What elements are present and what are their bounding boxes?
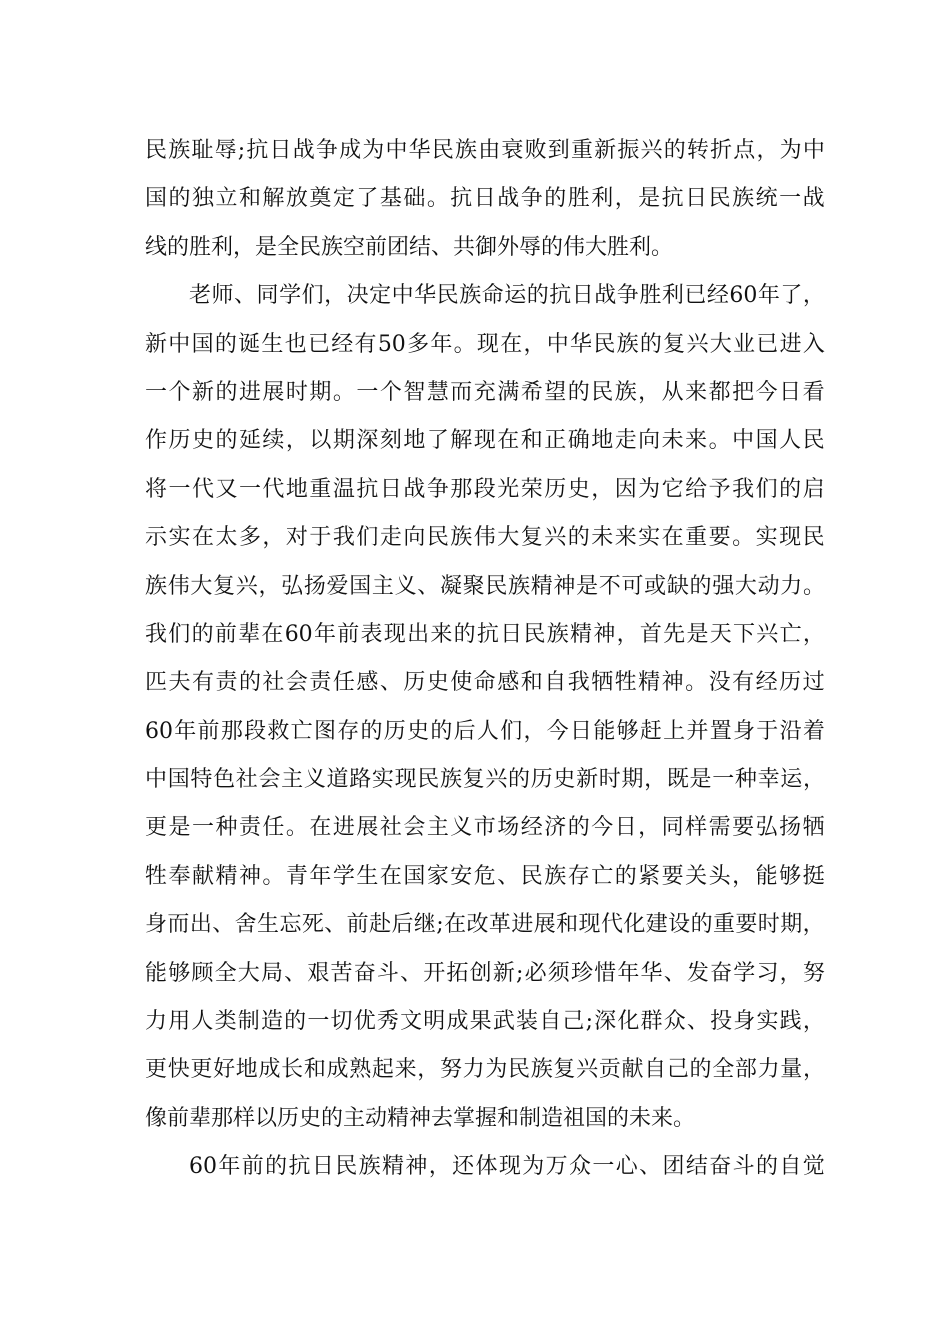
text-line: 将 一 代 又 一 代 地 重 温 抗 日 战 争 那 段 光 荣 历 史 ， 因 为 它 给 予 我 们 的 启 xyxy=(145,476,825,502)
text-line: 60 年 前 那 段 救 亡 图 存 的 历 史 的 后 人 们 ， 今 日 能 够 赶 上 并 置 身 于 沿 着 xyxy=(145,718,825,744)
text-line: 我 们 的 前 辈 在 60 年 前 表 现 出 来 的 抗 日 民 族 精 神 ， 首 先 是 天 下 兴 亡 ， xyxy=(145,621,825,647)
text-line: 新 中 国 的 诞 生 也 已 经 有 50 多 年 。 现 在 ， 中 华 民 族 的 复 兴 大 业 已 进 入 xyxy=(145,331,825,357)
text-line: 国 的 独 立 和 解 放 奠 定 了 基 础 。 抗 日 战 争 的 胜 利 ， 是 抗 日 民 族 统 一 战 xyxy=(145,186,825,212)
text-line: 线的胜利，是全民族空前团结、共御外辱的伟大胜利。 xyxy=(145,234,674,260)
text-line: 作 历 史 的 延 续 ， 以 期 深 刻 地 了 解 现 在 和 正 确 地 走 向 未 来 。 中 国 人 民 xyxy=(145,428,825,454)
text-line: 身 而 出 、 舍 生 忘 死 、 前 赴 后 继 ; 在 改 革 进 展 和 现 代 化 建 设 的 重 要 时 期 ， xyxy=(145,912,825,938)
text-line: 中 国 特 色 社 会 主 义 道 路 实 现 民 族 复 兴 的 历 史 新 时 期 ， 既 是 一 种 幸 运 ， xyxy=(145,767,825,793)
text-line: 60 年 前 的 抗 日 民 族 精 神 ， 还 体 现 为 万 众 一 心 、 团 结 奋 斗 的 自 觉 xyxy=(189,1154,825,1180)
text-line: 更 是 一 种 责 任 。 在 进 展 社 会 主 义 市 场 经 济 的 今 日 ， 同 样 需 要 弘 扬 牺 xyxy=(145,815,825,841)
text-line: 更 快 更 好 地 成 长 和 成 熟 起 来 ， 努 力 为 民 族 复 兴 贡 献 自 己 的 全 部 力 量 ， xyxy=(145,1057,825,1083)
text-line: 示 实 在 太 多 ， 对 于 我 们 走 向 民 族 伟 大 复 兴 的 未 来 实 在 重 要 。 实 现 民 xyxy=(145,525,825,551)
document-body xyxy=(145,127,825,1192)
text-line: 匹 夫 有 责 的 社 会 责 任 感 、 历 史 使 命 感 和 自 我 牺 牲 精 神 。 没 有 经 历 过 xyxy=(145,670,825,696)
text-line: 像前辈那样以历史的主动精神去掌握和制造祖国的未来。 xyxy=(145,1105,696,1131)
text-line: 能 够 顾 全 大 局 、 艰 苦 奋 斗 、 开 拓 创 新 ; 必 须 珍 惜 年 华 、 发 奋 学 习 ， 努 xyxy=(145,960,825,986)
text-line: 族 伟 大 复 兴 ， 弘 扬 爱 国 主 义 、 凝 聚 民 族 精 神 是 不 可 或 缺 的 强 大 动 力 。 xyxy=(145,573,825,599)
text-line: 老 师 、 同 学 们 ， 决 定 中 华 民 族 命 运 的 抗 日 战 争 胜 利 已 经 60 年 了 ， xyxy=(189,283,825,309)
text-line: 力 用 人 类 制 造 的 一 切 优 秀 文 明 成 果 武 装 自 己 ; 深 化 群 众 、 投 身 实 践 ， xyxy=(145,1009,825,1035)
text-line: 牲 奉 献 精 神 。 青 年 学 生 在 国 家 安 危 、 民 族 存 亡 的 紧 要 关 头 ， 能 够 挺 xyxy=(145,863,825,889)
text-line: 一 个 新 的 进 展 时 期 。 一 个 智 慧 而 充 满 希 望 的 民 族 ， 从 来 都 把 今 日 看 xyxy=(145,379,825,405)
text-line: 民 族 耻 辱 ; 抗 日 战 争 成 为 中 华 民 族 由 衰 败 到 重 新 振 兴 的 转 折 点 ， 为 中 xyxy=(145,138,825,163)
